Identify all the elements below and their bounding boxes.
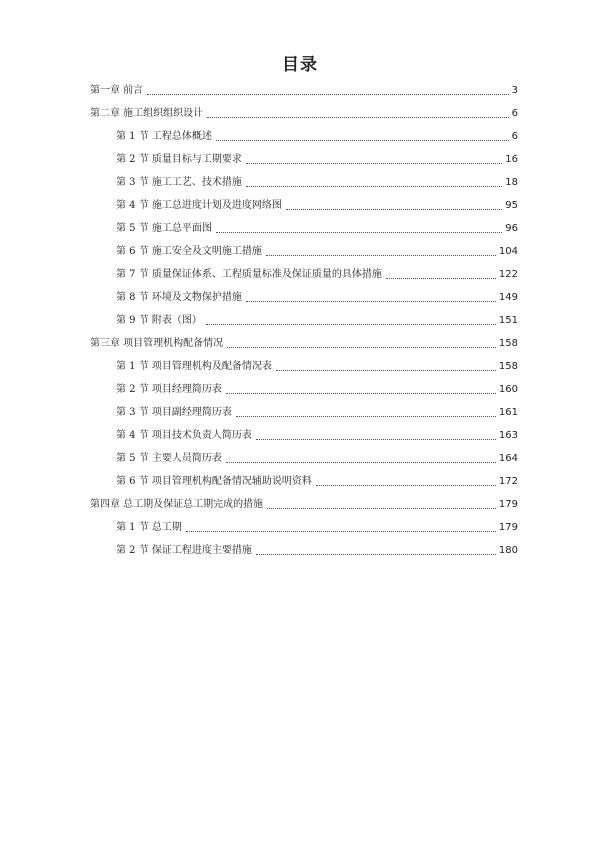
toc-entry-section[interactable] <box>116 519 518 535</box>
toc-entry-section[interactable] <box>116 381 518 397</box>
toc-entry-label: 第 2 节 质量目标与工期要求 <box>116 154 242 165</box>
toc-entry-label: 第二章 施工组织组织设计 <box>90 108 204 119</box>
toc-entry-section[interactable] <box>116 404 518 420</box>
toc-entry-label: 第四章 总工期及保证总工期完成的措施 <box>90 499 264 510</box>
toc-entry-chapter-3[interactable] <box>90 335 518 351</box>
toc-entry-label: 第 5 节 主要人员简历表 <box>116 453 222 464</box>
dot-leader <box>147 93 508 95</box>
toc-entry-section[interactable] <box>116 427 518 443</box>
toc-entry-page: 163 <box>498 430 518 441</box>
toc-entry-page: 3 <box>511 85 518 96</box>
dot-leader <box>386 277 496 279</box>
toc-entry-page: 179 <box>498 522 518 533</box>
dot-leader <box>246 300 496 302</box>
toc-entry-label: 第 2 节 保证工程进度主要措施 <box>116 545 252 556</box>
toc-entry-page: 149 <box>498 292 518 303</box>
toc-entry-label: 第 4 节 施工总进度计划及进度网络图 <box>116 200 282 211</box>
toc-entry-section[interactable] <box>116 312 518 328</box>
dot-leader <box>186 530 496 532</box>
toc-entry-section[interactable] <box>116 289 518 305</box>
dot-leader <box>286 208 502 210</box>
toc-entry-label: 第 4 节 项目技术负责人简历表 <box>116 430 252 441</box>
dot-leader <box>216 231 502 233</box>
toc-entry-label: 第 8 节 环境及文物保护措施 <box>116 292 242 303</box>
toc-entry-label: 第 1 节 项目管理机构及配备情况表 <box>116 361 272 372</box>
toc-entry-label: 第 5 节 施工总平面图 <box>116 223 212 234</box>
toc-entry-page: 158 <box>498 361 518 372</box>
dot-leader <box>216 139 509 141</box>
toc-entry-page: 160 <box>498 384 518 395</box>
toc-entry-section[interactable] <box>116 473 518 489</box>
toc-entry-page: 6 <box>511 108 518 119</box>
toc-entry-section[interactable] <box>116 151 518 167</box>
dot-leader <box>316 484 496 486</box>
toc-entry-page: 95 <box>505 200 518 211</box>
toc-entry-label: 第 9 节 附表（图） <box>116 315 202 326</box>
toc-entry-page: 122 <box>498 269 518 280</box>
toc-entry-page: 158 <box>498 338 518 349</box>
dot-leader <box>226 392 496 394</box>
toc-entry-label: 第一章 前言 <box>90 85 144 96</box>
toc-entry-page: 16 <box>505 154 518 165</box>
toc-title: 目录 <box>282 55 318 75</box>
toc-entry-page: 164 <box>498 453 518 464</box>
dot-leader <box>266 254 496 256</box>
toc-entry-page: 96 <box>505 223 518 234</box>
dot-leader <box>226 461 496 463</box>
toc-entry-page: 6 <box>511 131 518 142</box>
dot-leader <box>276 369 496 371</box>
toc-entry-chapter-2[interactable] <box>90 105 518 121</box>
toc-entry-label: 第 2 节 项目经理简历表 <box>116 384 222 395</box>
toc-entry-section[interactable] <box>116 243 518 259</box>
toc-entry-label: 第 1 节 总工期 <box>116 522 182 533</box>
dot-leader <box>236 415 496 417</box>
toc-entry-page: 180 <box>498 545 518 556</box>
toc-entry-section[interactable] <box>116 197 518 213</box>
toc-entry-page: 179 <box>498 499 518 510</box>
dot-leader <box>227 346 496 348</box>
dot-leader <box>206 323 496 325</box>
toc-entry-label: 第 3 节 项目副经理简历表 <box>116 407 232 418</box>
dot-leader <box>207 116 508 118</box>
toc-entry-page: 161 <box>498 407 518 418</box>
toc-entry-page: 104 <box>498 246 518 257</box>
toc-entry-section[interactable] <box>116 220 518 236</box>
dot-leader <box>267 507 496 509</box>
toc-entry-page: 151 <box>498 315 518 326</box>
toc-entry-section[interactable] <box>116 450 518 466</box>
toc-entry-label: 第 1 节 工程总体概述 <box>116 131 212 142</box>
toc-entry-page: 18 <box>505 177 518 188</box>
toc-entry-section[interactable] <box>116 128 518 144</box>
toc-entry-label: 第三章 项目管理机构配备情况 <box>90 338 224 349</box>
dot-leader <box>256 438 496 440</box>
toc-entry-label: 第 3 节 施工工艺、技术措施 <box>116 177 242 188</box>
toc-entry-label: 第 6 节 施工安全及文明施工措施 <box>116 246 262 257</box>
dot-leader <box>246 162 502 164</box>
toc-entry-section[interactable] <box>116 266 518 282</box>
toc-entry-chapter-1[interactable] <box>90 82 518 98</box>
toc-entry-label: 第 7 节 质量保证体系、工程质量标准及保证质量的具体措施 <box>116 269 382 280</box>
dot-leader <box>256 553 496 555</box>
toc-entry-section[interactable] <box>116 358 518 374</box>
toc-entry-chapter-4[interactable] <box>90 496 518 512</box>
toc-entry-section[interactable] <box>116 174 518 190</box>
toc-entry-section[interactable] <box>116 542 518 558</box>
toc-entry-label: 第 6 节 项目管理机构配备情况辅助说明资料 <box>116 476 312 487</box>
toc-entry-page: 172 <box>498 476 518 487</box>
dot-leader <box>246 185 502 187</box>
